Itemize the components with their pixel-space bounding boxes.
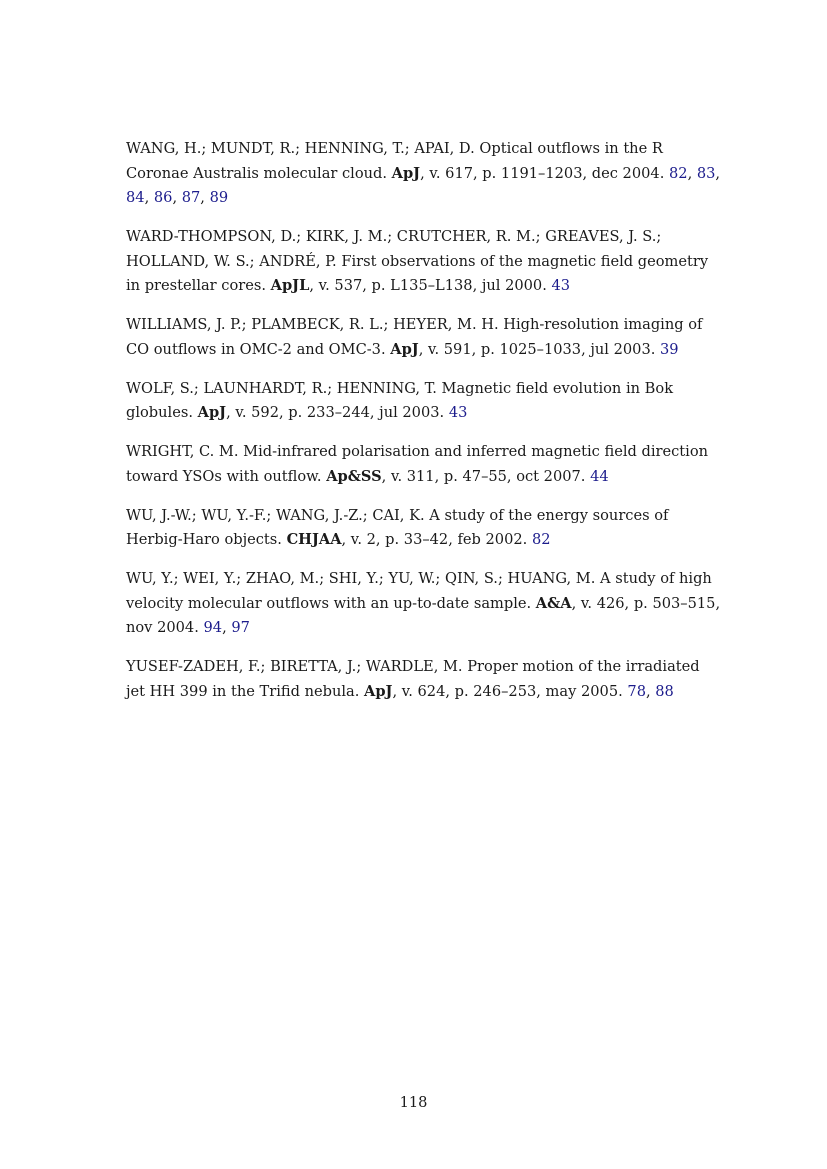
reference-details: , v. 592, p. 233–244, jul 2003. bbox=[226, 404, 445, 421]
reference-entry bbox=[126, 440, 722, 489]
reference-authors: WRIGHT, C. M. bbox=[126, 443, 239, 460]
reference-title: A study of the energy sources of Herbig-Haro objects. bbox=[126, 506, 669, 548]
back-reference-link[interactable]: 78 bbox=[627, 682, 646, 700]
back-reference-link[interactable]: 84 bbox=[126, 189, 145, 206]
reference-entry: WANG, H.; MUNDT, R.; HENNING, T.; APAI, D. Optical outflows in the R Coronae Australis molecular cloud. ApJ, v. 617, p. 1191–1203, dec 2004. 82, 83, 84, 86, 87, 89 bbox=[126, 140, 721, 206]
reference-details: , v. 617, p. 1191–1203, dec 2004. bbox=[420, 164, 665, 182]
reference-title: High-resolution imaging of CO outflows in OMC-2 and OMC-3. bbox=[126, 316, 703, 358]
back-reference-link[interactable]: 89 bbox=[209, 189, 229, 206]
back-reference-link[interactable]: 94 bbox=[203, 619, 223, 636]
reference-title: A study of high velocity molecular outflows with an up-to-date sample. bbox=[126, 570, 712, 612]
reference-details: , v. 311, p. 47–55, oct 2007. bbox=[381, 467, 586, 485]
reference-entry bbox=[126, 504, 722, 553]
back-reference-link[interactable]: 86 bbox=[153, 189, 173, 206]
reference-authors: YUSEF-ZADEH, F.; BIRETTA, J.; WARDLE, M. bbox=[126, 658, 463, 675]
back-reference-link[interactable]: 83 bbox=[696, 164, 716, 182]
reference-authors: WOLF, S.; LAUNHARDT, R.; HENNING, T. bbox=[126, 379, 437, 397]
reference-title: First observations of the magnetic field geometry in prestellar cores. bbox=[126, 252, 709, 294]
reference-authors: WARD-THOMPSON, D.; KIRK, J. M.; CRUTCHER, R. M.; GREAVES, J. S.; HOLLAND, W. S.; ANDRÉ, P. bbox=[126, 228, 662, 270]
reference-journal: A&A bbox=[535, 594, 572, 612]
back-reference-link[interactable]: 88 bbox=[655, 682, 674, 700]
reference-entry bbox=[126, 225, 722, 299]
reference-list bbox=[126, 137, 722, 719]
back-reference-link[interactable]: 43 bbox=[448, 404, 468, 421]
reference-title: Optical outflows in the R Coronae Australis molecular cloud. bbox=[126, 140, 663, 182]
back-reference-link[interactable]: 82 bbox=[668, 164, 688, 182]
reference-entry bbox=[126, 313, 722, 362]
reference-title: Magnetic field evolution in Bok globules. bbox=[126, 379, 674, 421]
reference-journal: ApJ bbox=[391, 164, 421, 182]
reference-title: Proper motion of the irradiated jet HH 399 in the Trifid nebula. bbox=[126, 658, 700, 700]
reference-details: , v. 537, p. L135–L138, jul 2000. bbox=[309, 277, 547, 294]
back-reference-link[interactable]: 87 bbox=[181, 189, 201, 206]
reference-journal: ApJ bbox=[390, 340, 419, 358]
reference-authors: WILLIAMS, J. P.; PLAMBECK, R. L.; HEYER, M. H. bbox=[126, 316, 499, 333]
reference-entry: YUSEF-ZADEH, F.; BIRETTA, J.; WARDLE, M. Proper motion of the irradiated jet HH 399 in the Trifid nebula. ApJ, v. 624, p. 246–253, may 2005. 78, 88 bbox=[126, 658, 700, 700]
reference-journal: ApJL bbox=[270, 277, 310, 294]
back-reference-link[interactable]: 43 bbox=[551, 277, 571, 294]
back-reference-link[interactable]: 97 bbox=[231, 619, 250, 636]
reference-details: , v. 2, p. 33–42, feb 2002. bbox=[341, 531, 528, 548]
reference-journal: CHJAA bbox=[286, 531, 342, 548]
reference-authors: WU, Y.; WEI, Y.; ZHAO, M.; SHI, Y.; YU, W.; QIN, S.; HUANG, M. bbox=[126, 570, 596, 587]
back-reference-link[interactable]: 39 bbox=[660, 340, 679, 358]
reference-entry: WU, Y.; WEI, Y.; ZHAO, M.; SHI, Y.; YU, W.; QIN, S.; HUANG, M. A study of high velocity molecular outflows with an up-to-date sample. A&A, v. 426, p. 503–515, nov 2004. 94, 97 bbox=[126, 570, 721, 636]
reference-journal: ApJ bbox=[197, 404, 227, 421]
reference-entry bbox=[126, 377, 722, 426]
reference-details: , v. 426, p. 503–515, nov 2004. bbox=[126, 594, 721, 636]
page-number: 118 bbox=[399, 1094, 428, 1111]
back-reference-link[interactable]: 44 bbox=[590, 467, 609, 485]
reference-details: , v. 624, p. 246–253, may 2005. bbox=[392, 682, 623, 700]
reference-details: , v. 591, p. 1025–1033, jul 2003. bbox=[418, 340, 656, 358]
reference-authors: WANG, H.; MUNDT, R.; HENNING, T.; APAI, D. bbox=[126, 140, 475, 157]
reference-title: Mid-infrared polarisation and inferred magnetic field direction toward YSOs with outflow. bbox=[126, 443, 709, 485]
back-reference-link[interactable]: 82 bbox=[531, 531, 551, 548]
reference-journal: Ap&SS bbox=[326, 467, 382, 485]
reference-authors: WU, J.-W.; WU, Y.-F.; WANG, J.-Z.; CAI, K. bbox=[126, 506, 425, 524]
reference-journal: ApJ bbox=[364, 682, 393, 700]
